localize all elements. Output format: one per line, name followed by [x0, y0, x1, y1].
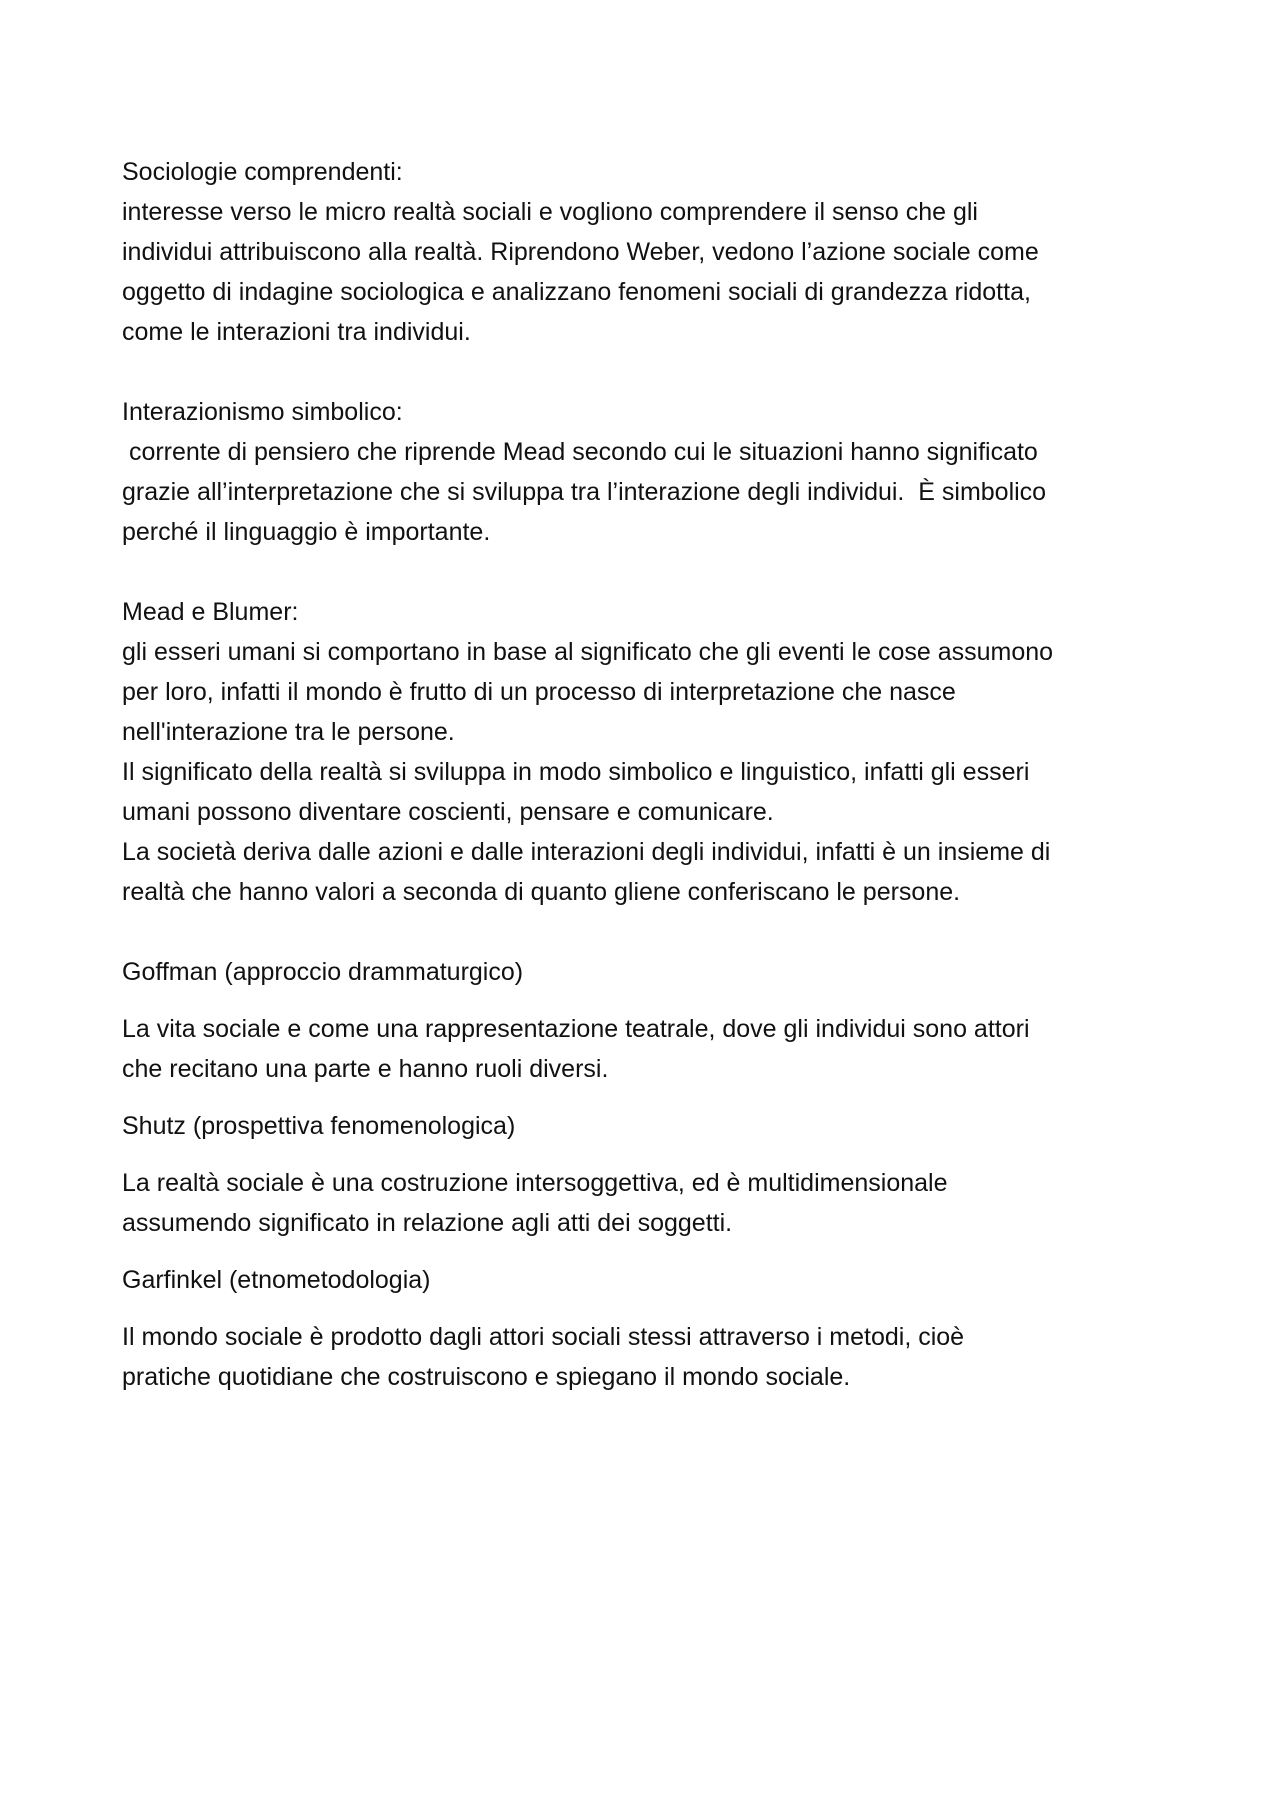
- paragraph-line: umani possono diventare coscienti, pensare e comunicare.: [122, 798, 774, 826]
- paragraph-line: corrente di pensiero che riprende Mead secondo cui le situazioni hanno significato: [122, 438, 1038, 466]
- paragraph-line: grazie all’interpretazione che si sviluppa tra l’interazione degli individui. È simbolico: [122, 478, 1047, 506]
- section-gap: [122, 552, 1182, 592]
- section-mead-e-blumer: [122, 592, 1182, 912]
- section-heading: Interazionismo simbolico:: [122, 398, 403, 426]
- section-sociologie-comprendenti: [122, 152, 1182, 352]
- paragraph-gap: [122, 1243, 1182, 1260]
- paragraph-line: interesse verso le micro realtà sociali e vogliono comprendere il senso che gli: [122, 198, 978, 226]
- paragraph-line: La vita sociale e come una rappresentazione teatrale, dove gli individui sono attori: [122, 1015, 1030, 1043]
- section-heading: Shutz (prospettiva fenomenologica): [122, 1112, 516, 1140]
- section-goffman-body: [122, 1009, 1182, 1089]
- section-heading: Goffman (approccio drammaturgico): [122, 958, 524, 986]
- section-garfinkel-body: [122, 1317, 1182, 1397]
- paragraph-line: come le interazioni tra individui.: [122, 318, 471, 346]
- document-page: [122, 152, 1182, 1397]
- paragraph-line: perché il linguaggio è importante.: [122, 518, 491, 546]
- paragraph-line: La realtà sociale è una costruzione intersoggettiva, ed è multidimensionale: [122, 1169, 948, 1197]
- paragraph-line: pratiche quotidiane che costruiscono e spiegano il mondo sociale.: [122, 1363, 851, 1391]
- paragraph-line: oggetto di indagine sociologica e analizzano fenomeni sociali di grandezza ridotta,: [122, 278, 1031, 306]
- section-heading: Mead e Blumer:: [122, 598, 299, 626]
- paragraph-line: che recitano una parte e hanno ruoli diversi.: [122, 1055, 609, 1083]
- paragraph-gap: [122, 1300, 1182, 1317]
- section-shutz-body: [122, 1163, 1182, 1243]
- section-garfinkel: [122, 1260, 1182, 1300]
- section-shutz: [122, 1106, 1182, 1146]
- paragraph-line: Il significato della realtà si sviluppa in modo simbolico e linguistico, infatti gli esseri: [122, 758, 1030, 786]
- section-gap: [122, 912, 1182, 952]
- section-interazionismo-simbolico: [122, 392, 1182, 552]
- paragraph-line: assumendo significato in relazione agli atti dei soggetti.: [122, 1209, 733, 1237]
- paragraph-line: La società deriva dalle azioni e dalle interazioni degli individui, infatti è un insieme di: [122, 838, 1051, 866]
- paragraph-gap: [122, 1146, 1182, 1163]
- paragraph-line: per loro, infatti il mondo è frutto di un processo di interpretazione che nasce: [122, 678, 956, 706]
- section-goffman: [122, 952, 1182, 992]
- section-gap: [122, 352, 1182, 392]
- section-heading: Garfinkel (etnometodologia): [122, 1266, 431, 1294]
- section-heading: Sociologie comprendenti:: [122, 158, 403, 186]
- paragraph-line: Il mondo sociale è prodotto dagli attori sociali stessi attraverso i metodi, cioè: [122, 1323, 965, 1351]
- paragraph-line: nell'interazione tra le persone.: [122, 718, 455, 746]
- paragraph-line: realtà che hanno valori a seconda di quanto gliene conferiscano le persone.: [122, 878, 961, 906]
- paragraph-gap: [122, 992, 1182, 1009]
- paragraph-line: individui attribuiscono alla realtà. Riprendono Weber, vedono l’azione sociale come: [122, 238, 1039, 266]
- paragraph-line: gli esseri umani si comportano in base al significato che gli eventi le cose assumono: [122, 638, 1054, 666]
- paragraph-gap: [122, 1089, 1182, 1106]
